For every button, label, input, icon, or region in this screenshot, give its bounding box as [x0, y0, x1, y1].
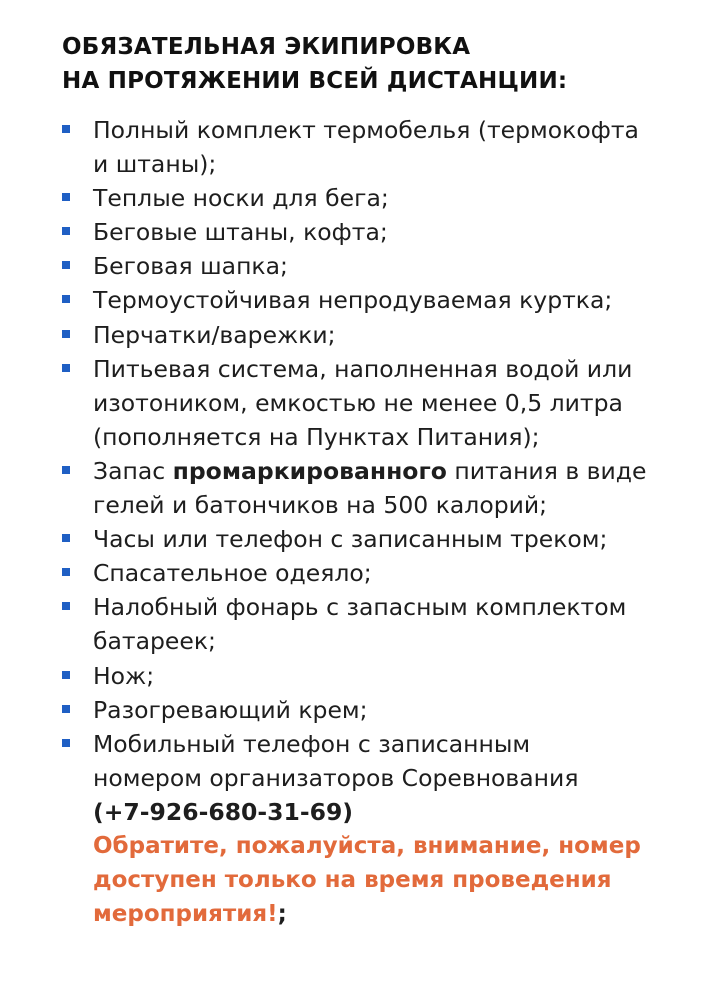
list-item [0, 659, 720, 693]
item-text: гелей и батончиков на 500 калорий; [93, 491, 548, 520]
list-item [0, 522, 720, 556]
notice-text: Обратите, пожалуйста, внимание, номер [93, 832, 641, 859]
square-bullet-icon [62, 534, 70, 542]
list-item [0, 590, 720, 658]
item-text: Теплые носки для бега; [93, 184, 389, 213]
square-bullet-icon [62, 671, 70, 679]
equipment-list [0, 113, 720, 931]
list-item [0, 113, 720, 181]
list-item [0, 556, 720, 590]
notice-text [93, 897, 680, 931]
square-bullet-icon [62, 261, 70, 269]
item-text: Термоустойчивая непродуваемая куртка; [93, 286, 613, 315]
item-text: Разогревающий крем; [93, 695, 368, 724]
notice-text: доступен только на время проведения [93, 867, 612, 894]
square-bullet-icon [62, 295, 70, 303]
item-text: (пополняется на Пунктах Питания); [93, 422, 540, 451]
square-bullet-icon [62, 466, 70, 474]
item-text-part: питания в виде [446, 456, 647, 485]
item-text [93, 454, 680, 488]
list-item [0, 249, 720, 283]
item-text: Налобный фонарь с запасным комплектом [93, 593, 627, 622]
list-item [0, 693, 720, 727]
item-text: Нож; [93, 661, 155, 690]
list-item [0, 454, 720, 522]
page-title [62, 30, 567, 98]
item-text: Перчатки/варежки; [93, 320, 336, 349]
square-bullet-icon [62, 193, 70, 201]
square-bullet-icon [62, 364, 70, 372]
list-item [0, 727, 720, 932]
item-text-part: Запас [93, 456, 173, 485]
organizer-phone-number: (+7-926-680-31-69) [93, 797, 354, 826]
item-text: Питьевая система, наполненная водой или [93, 354, 633, 383]
emphasis-text: промаркированного [172, 456, 447, 485]
list-item [0, 215, 720, 249]
square-bullet-icon [62, 330, 70, 338]
item-text: и штаны); [93, 150, 217, 179]
item-text: Беговая шапка; [93, 252, 288, 281]
list-item [0, 181, 720, 215]
list-item [0, 318, 720, 352]
item-text: Полный комплект термобелья (термокофта [93, 116, 639, 144]
square-bullet-icon [62, 705, 70, 713]
square-bullet-icon [62, 227, 70, 235]
item-text: батареек; [93, 627, 216, 656]
square-bullet-icon [62, 602, 70, 610]
title-line-2: НА ПРОТЯЖЕНИИ ВСЕЙ ДИСТАНЦИИ: [62, 68, 568, 94]
notice-tail: ; [277, 901, 287, 928]
list-item [0, 283, 720, 317]
item-text: изотоником, емкостью не менее 0,5 литра [93, 388, 623, 417]
item-text: Мобильный телефон с записанным [93, 729, 531, 758]
title-line-1: ОБЯЗАТЕЛЬНАЯ ЭКИПИРОВКА [62, 34, 471, 60]
square-bullet-icon [62, 739, 70, 747]
item-text: номером организаторов Соревнования [93, 763, 579, 792]
item-text: Часы или телефон с записанным треком; [93, 525, 608, 554]
item-text: Спасательное одеяло; [93, 559, 372, 588]
notice-text-end: мероприятия! [93, 901, 278, 928]
list-item [0, 352, 720, 454]
square-bullet-icon [62, 568, 70, 576]
item-text: Беговые штаны, кофта; [93, 218, 388, 247]
square-bullet-icon [62, 125, 70, 133]
